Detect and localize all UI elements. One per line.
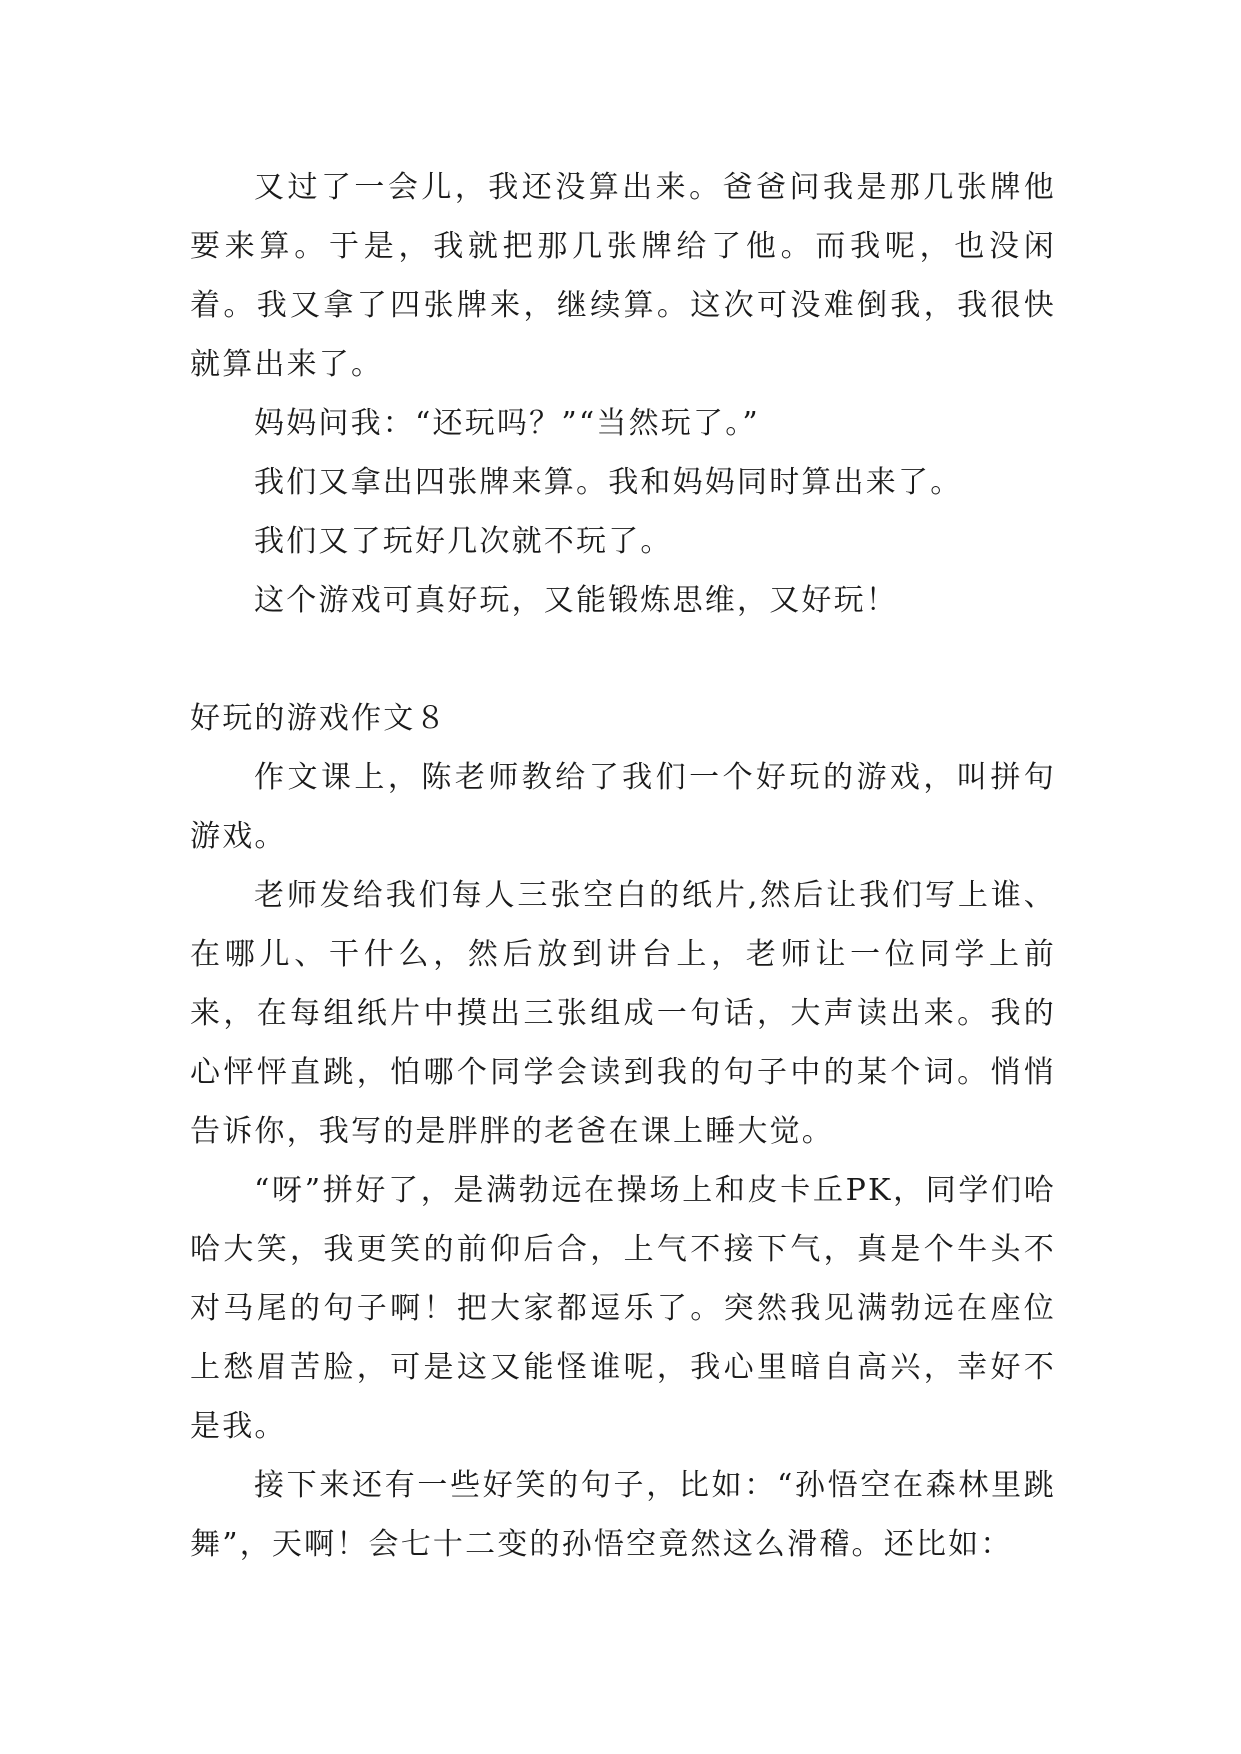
paragraph: 我们又了玩好几次就不玩了。 [254, 524, 673, 559]
paragraph: 妈妈问我：“还玩吗？”“当然玩了。” [254, 406, 760, 441]
paragraph: 又过了一会儿，我还没算出来。爸爸问我是那几张牌他要来算。于是，我就把那几张牌给了他。而我呢，也没闲着。我又拿了四张牌来，继续算。这次可没难倒我，我很快就算出来了。 [190, 170, 1056, 382]
paragraph: 作文课上，陈老师教给了我们一个好玩的游戏，叫拼句游戏。 [190, 760, 1056, 854]
paragraph: 老师发给我们每人三张空白的纸片,然后让我们写上谁、在哪儿、干什么，然后放到讲台上，老师让一位同学上前来，在每组纸片中摸出三张组成一句话，大声读出来。我的心怦怦直跳，怕哪个同学会读到我的句子中的某个词。悄悄告诉你，我写的是胖胖的老爸在课上睡大觉。 [190, 878, 1056, 1149]
section-title: 好玩的游戏作文８ [190, 701, 448, 736]
paragraph: 我们又拿出四张牌来算。我和妈妈同时算出来了。 [254, 465, 963, 500]
paragraph: 接下来还有一些好笑的句子，比如：“孙悟空在森林里跳舞”，天啊！会七十二变的孙悟空竟然这么滑稽。还比如： [190, 1468, 1056, 1562]
document-body [190, 158, 1056, 1574]
paragraph: 这个游戏可真好玩，又能锻炼思维，又好玩！ [254, 583, 898, 618]
paragraph: “呀”拼好了，是满勃远在操场上和皮卡丘PK，同学们哈哈大笑，我更笑的前仰后合，上气不接下气，真是个牛头不对马尾的句子啊！把大家都逗乐了。突然我见满勃远在座位上愁眉苦脸，可是这又能怪谁呢，我心里暗自高兴，幸好不是我。 [190, 1173, 1056, 1444]
